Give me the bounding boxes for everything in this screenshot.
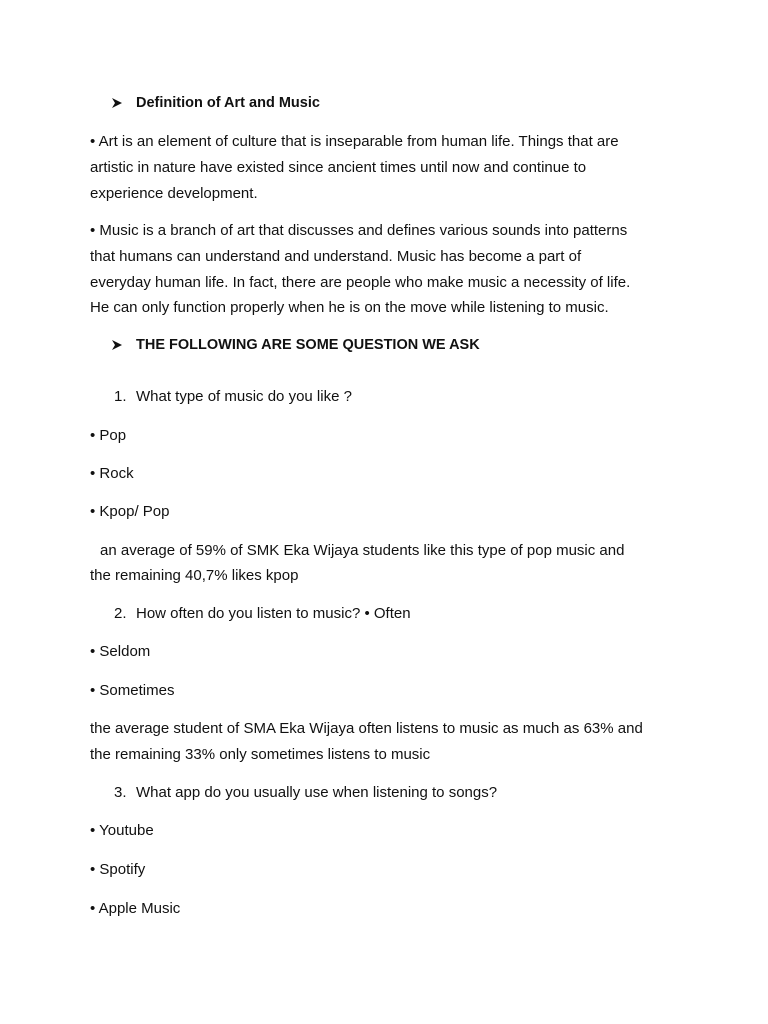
option-item: • Spotify [90, 861, 146, 878]
question-item-1 [114, 384, 352, 410]
heading-text: THE FOLLOWING ARE SOME QUESTION WE ASK [136, 337, 480, 353]
result-line: the remaining 33% only sometimes listens to music [90, 746, 431, 763]
paragraph-line: experience development. [90, 185, 258, 202]
arrow-bullet-icon [112, 340, 122, 350]
section-heading-definition [136, 91, 320, 117]
paragraph-line: artistic in nature have existed since ancient times until now and continue to [90, 159, 587, 176]
paragraph-line: everyday human life. In fact, there are people who make music a necessity of life. [90, 274, 631, 291]
question-item-2 [114, 601, 411, 627]
arrow-bullet-icon [112, 98, 122, 108]
paragraph-line: He can only function properly when he is on the move while listening to music. [90, 299, 609, 316]
paragraph-line: • Music is a branch of art that discusses and defines various sounds into patterns [90, 222, 628, 239]
option-item: • Youtube [90, 822, 154, 839]
section-heading-questions [136, 333, 480, 359]
option-item: • Pop [90, 427, 127, 444]
option-item: • Seldom [90, 643, 151, 660]
option-item: • Sometimes [90, 682, 175, 699]
option-item: • Kpop/ Pop [90, 503, 170, 520]
result-line: the remaining 40,7% likes kpop [90, 567, 299, 584]
paragraph-line: • Art is an element of culture that is inseparable from human life. Things that are [90, 133, 619, 150]
question-text: What app do you usually use when listening to songs? [136, 784, 498, 801]
option-item: • Rock [90, 465, 134, 482]
result-line: an average of 59% of SMK Eka Wijaya students like this type of pop music and [100, 542, 625, 559]
paragraph-line: that humans can understand and understand. Music has become a part of [90, 248, 582, 265]
question-item-3 [114, 780, 498, 806]
question-number: 1. [114, 388, 127, 405]
question-text: How often do you listen to music? • Often [136, 605, 411, 622]
heading-text: Definition of Art and Music [136, 95, 320, 111]
option-item: • Apple Music [90, 900, 181, 917]
result-line: the average student of SMA Eka Wijaya often listens to music as much as 63% and [90, 720, 643, 737]
question-number: 3. [114, 784, 127, 801]
question-text: What type of music do you like ? [136, 388, 352, 405]
question-number: 2. [114, 605, 127, 622]
